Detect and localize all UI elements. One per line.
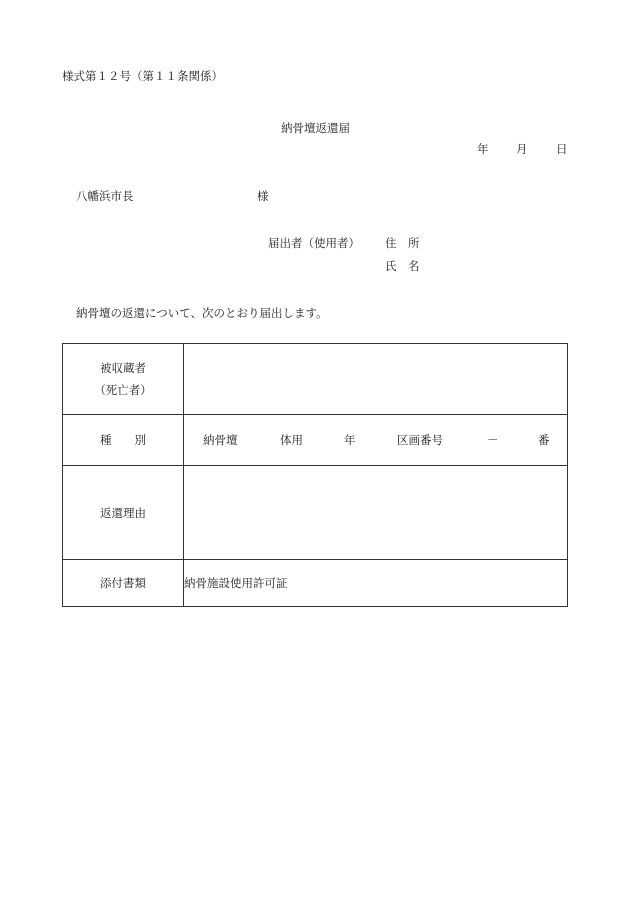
deceased-label-cell [63, 344, 184, 415]
reason-value [184, 466, 568, 560]
type-item-section-number: 区画番号 [397, 433, 443, 447]
type-item-dash: － [487, 433, 499, 447]
document-title: 納骨壇返還届 [281, 121, 350, 135]
applicant-address-label: 住 所 [385, 236, 420, 250]
deceased-value [184, 344, 568, 415]
date-day-label: 日 [556, 142, 568, 156]
return-form-table [62, 343, 568, 607]
table-row-reason [63, 466, 568, 560]
addressee-honorific: 様 [257, 189, 269, 203]
deceased-label [94, 357, 152, 401]
type-item-number: 番 [538, 433, 550, 447]
type-item-ossuary: 納骨壇 [203, 433, 238, 447]
type-value-cell [184, 415, 568, 466]
type-label: 種 別 [63, 415, 184, 466]
attachments-label: 添付書類 [63, 560, 184, 607]
form-number: 様式第１２号（第１１条関係） [62, 69, 223, 83]
type-item-year: 年 [344, 433, 356, 447]
table-row-type [63, 415, 568, 466]
reason-label: 返還理由 [63, 466, 184, 560]
date-year-label: 年 [477, 142, 489, 156]
applicant-name-label: 氏 名 [385, 259, 420, 273]
deceased-label-line1: 被収蔵者 [100, 361, 146, 375]
addressee-mayor: 八幡浜市長 [76, 189, 134, 203]
attachments-value: 納骨施設使用許可証 [184, 560, 568, 607]
table-row-deceased [63, 344, 568, 415]
table-row-attachments [63, 560, 568, 607]
deceased-label-line2: （死亡者） [94, 383, 152, 397]
type-item-body-units: 体用 [280, 433, 303, 447]
date-month-label: 月 [516, 142, 528, 156]
applicant-label: 届出者（使用者） [268, 236, 360, 250]
intro-text: 納骨壇の返還について、次のとおり届出します。 [76, 306, 328, 320]
